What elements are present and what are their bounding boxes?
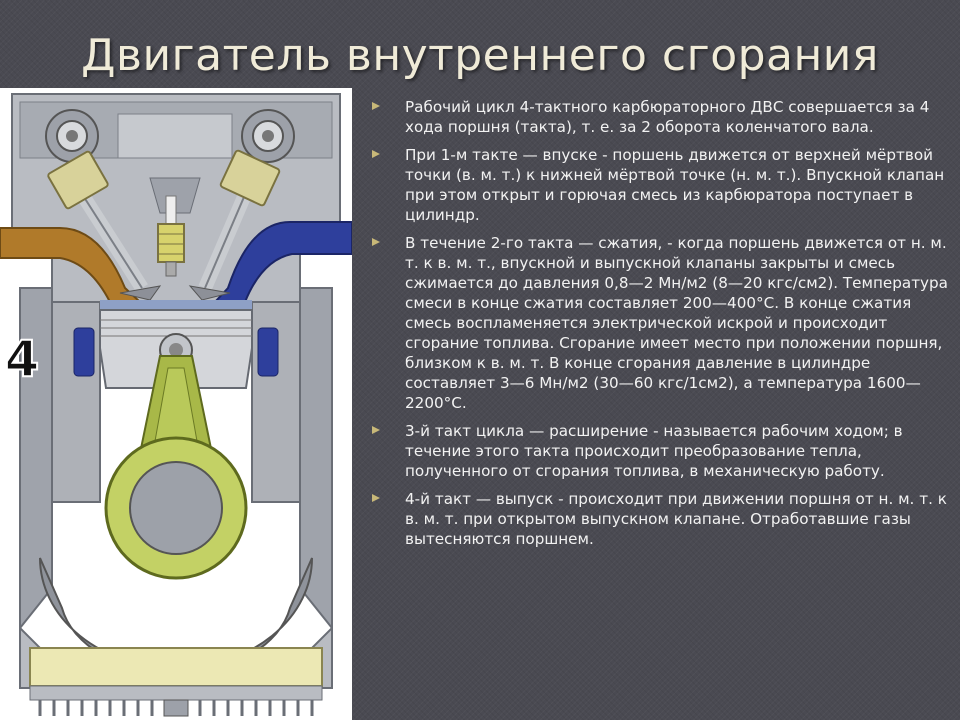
bullet-text: Рабочий цикл 4-тактного карбюраторного ДВС совершается за 4 хода поршня (такта), т. е. за 2 оборота коленчатого вала.	[405, 98, 930, 136]
bullet-list	[372, 97, 950, 557]
triangle-bullet-icon	[372, 238, 380, 246]
triangle-bullet-icon	[372, 150, 380, 158]
stroke-number: 4	[4, 330, 40, 388]
slide-title: Двигатель внутреннего сгорания	[81, 30, 879, 81]
bullet-item	[372, 145, 950, 225]
engine-diagram	[0, 88, 352, 720]
bullet-text: В течение 2-го такта — сжатия, - когда поршень движется от н. м. т. к в. м. т., впускной и выпускной клапаны закрыты и смесь сжимается до давления 0,8—2 Мн/м2 (8—20 кгс/см2). Температура смеси в конце сжатия составляет 200—400°С. В конце сжатия смесь воспламеняется электрической искрой и происходит сгорание топлива. Сгорание имеет место при положении поршня, близком к в. м. т. В конце сгорания давление в цилиндре составляет 3—6 Мн/м2 (30—60 кгс/1см2), а температура 1600—2200°С.	[405, 234, 948, 412]
bullet-item	[372, 233, 950, 413]
bullet-item	[372, 421, 950, 481]
rocker-arm-right	[242, 110, 294, 162]
triangle-bullet-icon	[372, 426, 380, 434]
triangle-bullet-icon	[372, 494, 380, 502]
bullet-text: 4-й такт — выпуск - происходит при движении поршня от н. м. т. к в. м. т. при открытом выпускном клапане. Отработавшие газы вытесняются поршнем.	[405, 490, 947, 548]
bullet-text: При 1-м такте — впуске - поршень движется от верхней мёртвой точки (в. м. т.) к нижней мёртвой точке (н. м. т.). Впускной клапан при этом открыт и горючая смесь из карбюратора поступает в цилиндр.	[405, 146, 945, 224]
bullet-text: 3-й такт цикла — расширение - называется рабочим ходом; в течение этого такта происходит преобразование тепла, полученного от сгорания топлива, в механическую работу.	[405, 422, 903, 480]
combustion-chamber	[100, 300, 252, 310]
bullet-item	[372, 97, 950, 137]
triangle-bullet-icon	[372, 102, 380, 110]
bullet-item	[372, 489, 950, 549]
oil-sump	[30, 648, 322, 716]
